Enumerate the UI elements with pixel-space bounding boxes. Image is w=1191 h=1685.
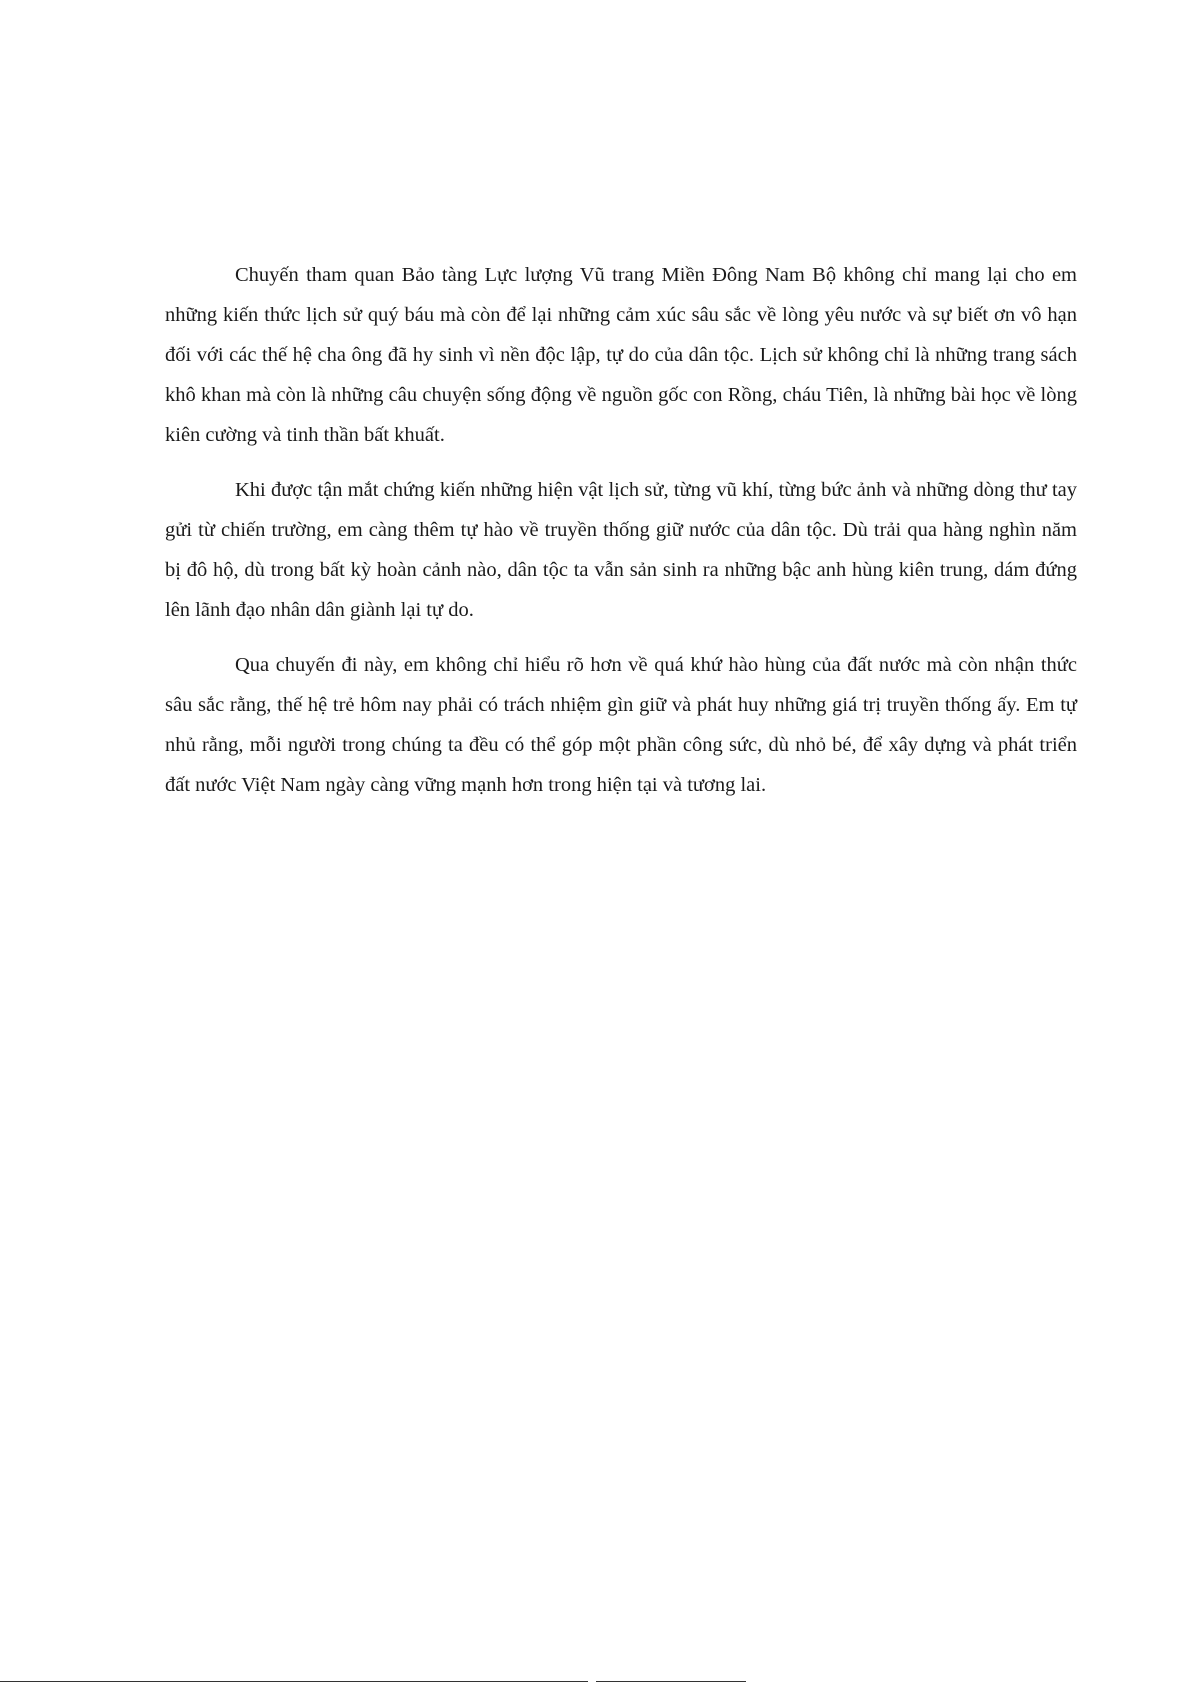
paragraph-1: Chuyến tham quan Bảo tàng Lực lượng Vũ trang Miền Đông Nam Bộ không chỉ mang lại cho em những kiến thức lịch sử quý báu mà còn để lại những cảm xúc sâu sắc về lòng yêu nước và sự biết ơn vô hạn đối với các thế hệ cha ông đã hy sinh vì nền độc lập, tự do của dân tộc. Lịch sử không chỉ là những trang sách khô khan mà còn là những câu chuyện sống động về nguồn gốc con Rồng, cháu Tiên, là những bài học về lòng kiên cường và tinh thần bất khuất. [165,264,1077,446]
footer-divider [0,1681,588,1682]
footer-divider-segment [596,1681,746,1682]
paragraph-2: Khi được tận mắt chứng kiến những hiện vật lịch sử, từng vũ khí, từng bức ảnh và những dòng thư tay gửi từ chiến trường, em càng thêm tự hào về truyền thống giữ nước của dân tộc. Dù trải qua hàng nghìn năm bị đô hộ, dù trong bất kỳ hoàn cảnh nào, dân tộc ta vẫn sản sinh ra những bậc anh hùng kiên trung, dám đứng lên lãnh đạo nhân dân giành lại tự do. [165,479,1077,621]
document-body [165,255,1077,820]
paragraph-3: Qua chuyến đi này, em không chỉ hiểu rõ hơn về quá khứ hào hùng của đất nước mà còn nhận thức sâu sắc rằng, thế hệ trẻ hôm nay phải có trách nhiệm gìn giữ và phát huy những giá trị truyền thống ấy. Em tự nhủ rằng, mỗi người trong chúng ta đều có thể góp một phần công sức, dù nhỏ bé, để xây dựng và phát triển đất nước Việt Nam ngày càng vững mạnh hơn trong hiện tại và tương lai. [165,654,1077,796]
